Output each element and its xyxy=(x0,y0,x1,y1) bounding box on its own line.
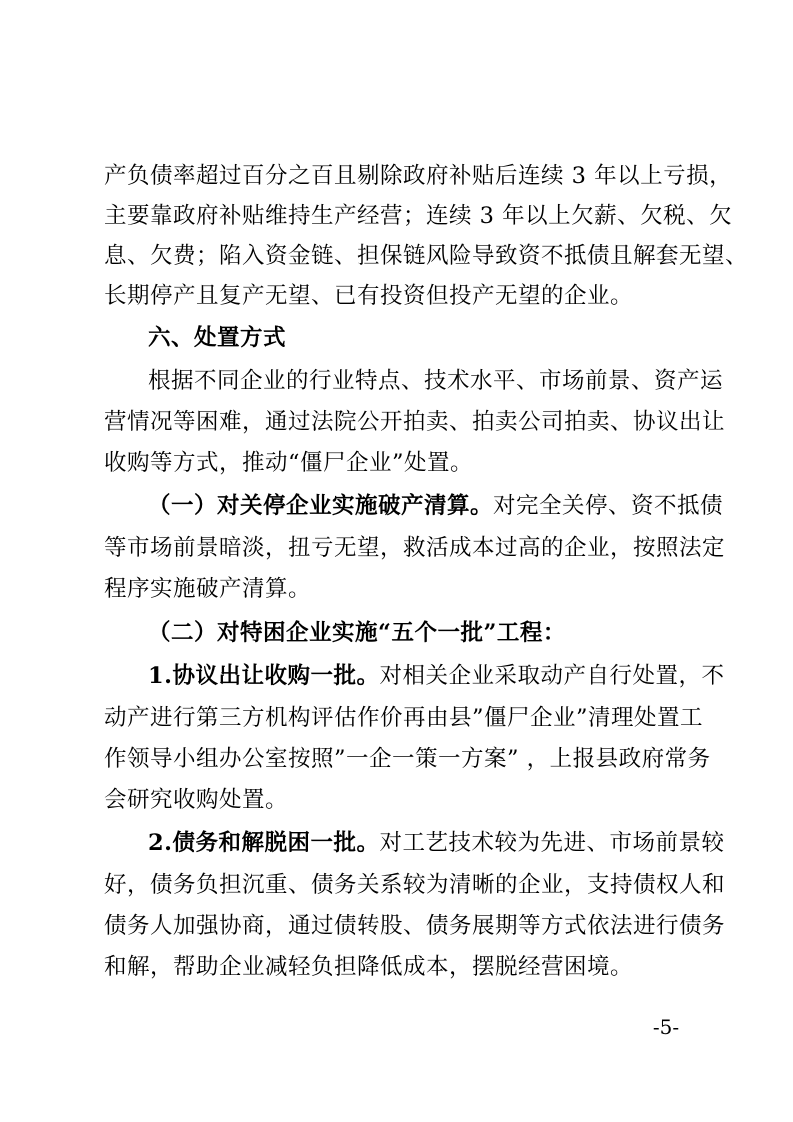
subsection-title: （二）对特困企业实施“五个一批”工程： xyxy=(148,620,566,646)
item-title: 1.协议出让收购一批。 xyxy=(148,663,380,689)
paragraph-line: 作领导小组办公室按照”一企一策一方案” ，上报县政府常务 xyxy=(104,746,711,772)
paragraph-line: 动产进行第三方机构评估作价再由县”僵尸企业”清理处置工 xyxy=(104,705,704,731)
paragraph-line: 好，债务负担沉重、债务关系较为清晰的企业，支持债权人和 xyxy=(104,872,726,898)
paragraph-line: 债务人加强协商，通过债转股、债务展期等方式依法进行债务 xyxy=(104,913,726,939)
paragraph-line: 收购等方式，推动“僵尸企业”处置。 xyxy=(104,450,474,476)
paragraph-line: 营情况等困难，通过法院公开拍卖、拍卖公司拍卖、协议出让 xyxy=(104,409,726,435)
paragraph-line: 产负债率超过百分之百且剔除政府补贴后连续 3 年以上亏损， xyxy=(104,163,733,189)
paragraph-line: 等市场前景暗淡，扭亏无望，救活成本过高的企业，按照法定 xyxy=(104,535,726,561)
item-first-line xyxy=(148,656,725,696)
item-text: 对相关企业采取动产自行处置，不 xyxy=(379,663,725,689)
subsection-first-line xyxy=(148,486,724,526)
page-number: -5- xyxy=(652,1015,680,1039)
item-text: 对工艺技术较为先进、市场前景较 xyxy=(379,830,725,856)
paragraph-line: 息、欠费；陷入资金链、担保链风险导致资不抵债且解套无望、 xyxy=(104,243,749,269)
paragraph-line: 长期停产且复产无望、已有投资但投产无望的企业。 xyxy=(104,283,634,309)
subsection-title: （一）对关停企业实施破产清算。 xyxy=(148,493,494,519)
paragraph-line: 根据不同企业的行业特点、技术水平、市场前景、资产运 xyxy=(148,368,724,394)
subsection-text: 对完全关停、资不抵债 xyxy=(493,493,724,519)
paragraph-line: 程序实施破产清算。 xyxy=(104,576,312,602)
paragraph-line: 和解，帮助企业减轻负担降低成本，摆脱经营困境。 xyxy=(104,954,634,980)
item-title: 2.债务和解脱困一批。 xyxy=(148,830,380,856)
section-heading: 六、处置方式 xyxy=(148,325,287,351)
paragraph-line: 主要靠政府补贴维持生产经营；连续 3 年以上欠薪、欠税、欠 xyxy=(104,203,733,229)
item-first-line xyxy=(148,823,725,863)
paragraph-line: 会研究收购处置。 xyxy=(104,787,289,813)
